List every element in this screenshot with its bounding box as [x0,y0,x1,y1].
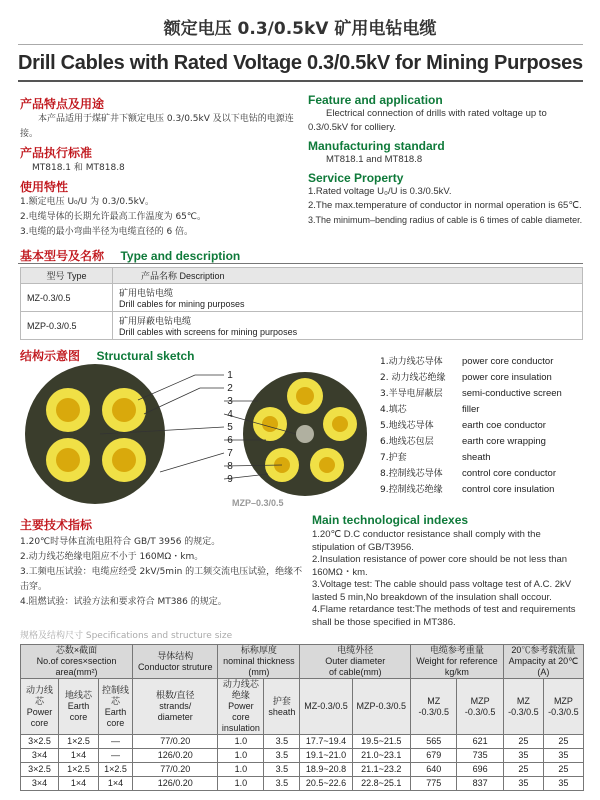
table-cell: 640 [411,763,457,777]
sketch-heading-cn: 结构示意图 [20,349,81,363]
table-cell: 3×4 [21,777,59,791]
legend-en: earth core wrapping [462,436,546,447]
table-cell: 3.5 [264,735,300,749]
table-cell: — [99,749,133,763]
table-cell: 22.8~25.1 [352,777,411,791]
legend-item [380,466,590,482]
table-cell: 19.5~21.5 [352,735,411,749]
table-cell: 17.7~19.4 [300,735,352,749]
sheath-circle [25,364,165,504]
cn-property-item: 2.电缆导体的长期允许最高工作温度为 65℃。 [20,212,207,222]
table-cell: 77/0.20 [133,735,218,749]
core [46,388,90,432]
legend-item [380,450,590,466]
legend-item [380,482,590,498]
core [310,448,344,482]
table-cell: 35 [503,777,543,791]
cn-intro-column [20,95,300,240]
table-row [21,763,584,777]
spec-heading: 规格及结构尺寸 Specifications and structure size [20,631,233,641]
cn-property-item: 1.额定电压 U₀/U 为 0.3/0.5kV。 [20,197,155,207]
legend-en: filler [462,404,480,415]
desc-cn: 矿用电钻电缆 [119,289,174,299]
table-cell: 3.5 [264,763,300,777]
callout-number: 5 [227,422,233,433]
spec-subheader: 动力线芯 Power core [21,679,59,735]
desc-cn: 矿用屏蔽电钻电缆 [119,317,192,327]
tech-cn-column [20,516,305,610]
page-title-cn: 额定电压 0.3/0.5kV 矿用电钻电缆 [163,19,437,39]
legend-cn: 7.护套 [380,453,407,463]
tech-en-column [312,513,584,629]
en-standard-text: MT818.1 and MT818.8 [326,154,423,165]
core [46,438,90,482]
type-heading-en: Type and description [120,249,241,263]
table-cell: 735 [457,749,503,763]
type-cell: MZ-0.3/0.5 [21,284,113,312]
spec-subheader: MZ-0.3/0.5 [300,679,352,735]
core [102,438,146,482]
desc-en: Drill cables with screens for mining purposes [119,327,298,337]
table-row [21,735,584,749]
type-table [20,267,583,340]
table-cell: 1.0 [218,735,264,749]
spec-header: 标称厚度 nominal thickness (mm) [218,645,300,679]
table-cell: 679 [411,749,457,763]
en-property-item: 3.The minimum–bending radius of cable is 6 times of cable diameter. [308,215,583,225]
desc-cell [113,284,583,312]
table-cell: 3.5 [264,749,300,763]
table-cell: 1.0 [218,749,264,763]
legend-cn: 6.地线芯包层 [380,437,434,447]
table-row [21,777,584,791]
table-cell: 3.5 [264,777,300,791]
spec-table [20,644,584,791]
en-property-item: 1.Rated voltage U₀/U is 0.3/0.5kV. [308,186,452,197]
legend-item [380,354,590,370]
spec-header: 芯数×截面 No.of cores×section area(mm²) [21,645,133,679]
legend-item [380,370,590,386]
legend-cn: 3.半导电屏蔽层 [380,389,443,399]
callout-number: 3 [227,396,233,407]
tech-item-en: 1.20℃ D.C conductor resistance shall comply with the stipulation of GB/T3956. [312,529,541,553]
table-row [21,312,583,340]
en-intro-column [308,93,588,227]
legend-en: power core conductor [462,356,554,367]
type-heading-cn: 基本型号及名称 [20,249,105,263]
table-cell: 837 [457,777,503,791]
filler [296,425,314,443]
legend-item [380,418,590,434]
callout-number: 1 [227,370,233,381]
en-feature-heading: Feature and application [308,93,443,107]
table-cell: 35 [503,749,543,763]
cn-property-heading: 使用特性 [20,180,69,194]
table-cell: 126/0.20 [133,777,218,791]
table-cell: 20.5~22.6 [300,777,352,791]
cn-standard-text: MT818.1 和 MT818.8 [32,163,125,173]
type-col-header: 型号 Type [21,268,113,284]
desc-col-header: 产品名称 Description [113,268,583,284]
table-cell: 35 [543,749,583,763]
type-cell: MZP-0.3/0.5 [21,312,113,340]
spec-subheader: MZ -0.3/0.5 [411,679,457,735]
tech-item-en: 3.Voltage test: The cable should pass voltage test of A.C. 2kV lasted 5 min,No breakdown of the insulation shall occour. [312,579,572,603]
divider [18,80,583,82]
divider [18,263,583,264]
spec-subheader: MZP -0.3/0.5 [457,679,503,735]
tech-item-cn: 2.动力线芯绝缘电阻应不小于 160MΩ・km。 [20,552,204,562]
tech-item-cn: 3.工频电压试验：电缆应经受 2kV/5min 的工频交流电压试验，绝缘不击穿。 [20,567,303,592]
table-cell: 1×2.5 [59,763,99,777]
legend-en: sheath [462,452,491,463]
table-cell: 19.1~21.0 [300,749,352,763]
tech-item-en: 4.Flame retardance test:The methods of test and requirements shall be those specified in MT386. [312,604,576,628]
table-cell: 1.0 [218,777,264,791]
table-cell: 1×2.5 [59,735,99,749]
table-cell: 1.0 [218,763,264,777]
spec-subheader: 根数/直径 strands/ diameter [133,679,218,735]
callout-number: 6 [227,435,233,446]
en-property-item: 2.The max.temperature of conductor in normal operation is 65℃. [308,200,582,211]
tech-item-en: 2.Insulation resistance of power core should be not less than 160MΩ・km. [312,554,568,578]
table-cell: 621 [457,735,503,749]
legend-en: power core insulation [462,372,552,383]
legend-cn: 8.控制线芯导体 [380,469,443,479]
divider [18,44,583,45]
spec-subheader: 地线芯 Earth core [59,679,99,735]
tech-item-cn: 1.20℃时导体直流电阻符合 GB/T 3956 的规定。 [20,537,221,547]
en-property-heading: Service Property [308,171,404,185]
page-title-en: Drill Cables with Rated Voltage 0.3/0.5kV for Mining Purposes [18,52,583,74]
spec-header: 20℃参考载流量 Ampacity at 20℃ (A) [503,645,583,679]
table-cell: 35 [543,777,583,791]
table-cell: 696 [457,763,503,777]
table-row [21,284,583,312]
spec-header: 导体结构 Conductor struture [133,645,218,679]
table-cell: 25 [503,763,543,777]
cn-property-item: 3.电缆的最小弯曲半径为电缆直径的 6 倍。 [20,227,194,237]
sketch-legend [380,354,590,498]
table-cell: 565 [411,735,457,749]
spec-subheader: MZP-0.3/0.5 [352,679,411,735]
legend-cn: 5.地线芯导体 [380,421,434,431]
callout-number: 8 [227,461,233,472]
sketch-heading-en: Structural sketch [96,349,195,363]
cn-standard-heading: 产品执行标准 [20,146,93,160]
spec-subheader: 动力线芯绝缘 Power core insulation [218,679,264,735]
table-cell: 25 [543,735,583,749]
table-cell: 1×4 [99,777,133,791]
callout-number: 4 [227,409,233,420]
spec-subheader: MZ -0.3/0.5 [503,679,543,735]
table-cell: 3×4 [21,749,59,763]
legend-en: control core conductor [462,468,556,479]
table-cell: 775 [411,777,457,791]
spec-subheader: MZP -0.3/0.5 [543,679,583,735]
table-cell: 1×4 [59,777,99,791]
cn-feature-heading: 产品特点及用途 [20,97,105,111]
table-cell: — [99,735,133,749]
table-cell: 25 [503,735,543,749]
table-cell: 18.9~20.8 [300,763,352,777]
table-row [21,749,584,763]
tech-heading-cn: 主要技术指标 [20,518,93,532]
table-cell: 1×4 [59,749,99,763]
table-cell: 21.1~23.2 [352,763,411,777]
table-cell: 126/0.20 [133,749,218,763]
legend-en: control core insulation [462,484,555,495]
core [253,407,287,441]
spec-subheader: 护套 sheath [264,679,300,735]
cn-feature-text: 本产品适用于煤矿井下额定电压 0.3/0.5kV 及以下电钻的电源连接。 [20,114,294,139]
legend-cn: 1.动力线芯导体 [380,357,443,367]
table-cell: 3×2.5 [21,763,59,777]
en-feature-text: Electrical connection of drills with rated voltage up to 0.3/0.5kV for colliery. [308,108,547,133]
diagram-caption: MZP–0.3/0.5 [232,498,284,508]
legend-item [380,402,590,418]
legend-cn: 2. 动力线芯绝缘 [380,373,446,383]
legend-cn: 9.控制线芯绝缘 [380,485,443,495]
legend-item [380,434,590,450]
table-cell: 1×2.5 [99,763,133,777]
legend-en: semi-conductive screen [462,388,562,399]
table-cell: 21.0~23.1 [352,749,411,763]
core [102,388,146,432]
table-cell: 3×2.5 [21,735,59,749]
desc-en: Drill cables for mining purposes [119,299,245,309]
table-cell: 77/0.20 [133,763,218,777]
tech-heading-en: Main technological indexes [312,513,469,527]
core [287,378,323,414]
callout-number: 7 [227,448,233,459]
table-cell: 25 [543,763,583,777]
callout-number: 9 [227,474,233,485]
legend-item [380,386,590,402]
spec-body [21,735,584,791]
en-standard-heading: Manufacturing standard [308,139,445,153]
tech-item-cn: 4.阻燃试验：试验方法和要求符合 MT386 的规定。 [20,597,227,607]
cable-cross-section-diagram [20,362,370,512]
callout-number: 2 [227,383,233,394]
desc-cell [113,312,583,340]
spec-subheader: 控制线芯 Earth core [99,679,133,735]
spec-header: 电缆外径 Outer diameter of cable(mm) [300,645,411,679]
legend-cn: 4.填芯 [380,405,407,415]
spec-header: 电缆参考重量 Weight for reference kg/km [411,645,504,679]
core [323,407,357,441]
legend-en: earth coe conductor [462,420,546,431]
